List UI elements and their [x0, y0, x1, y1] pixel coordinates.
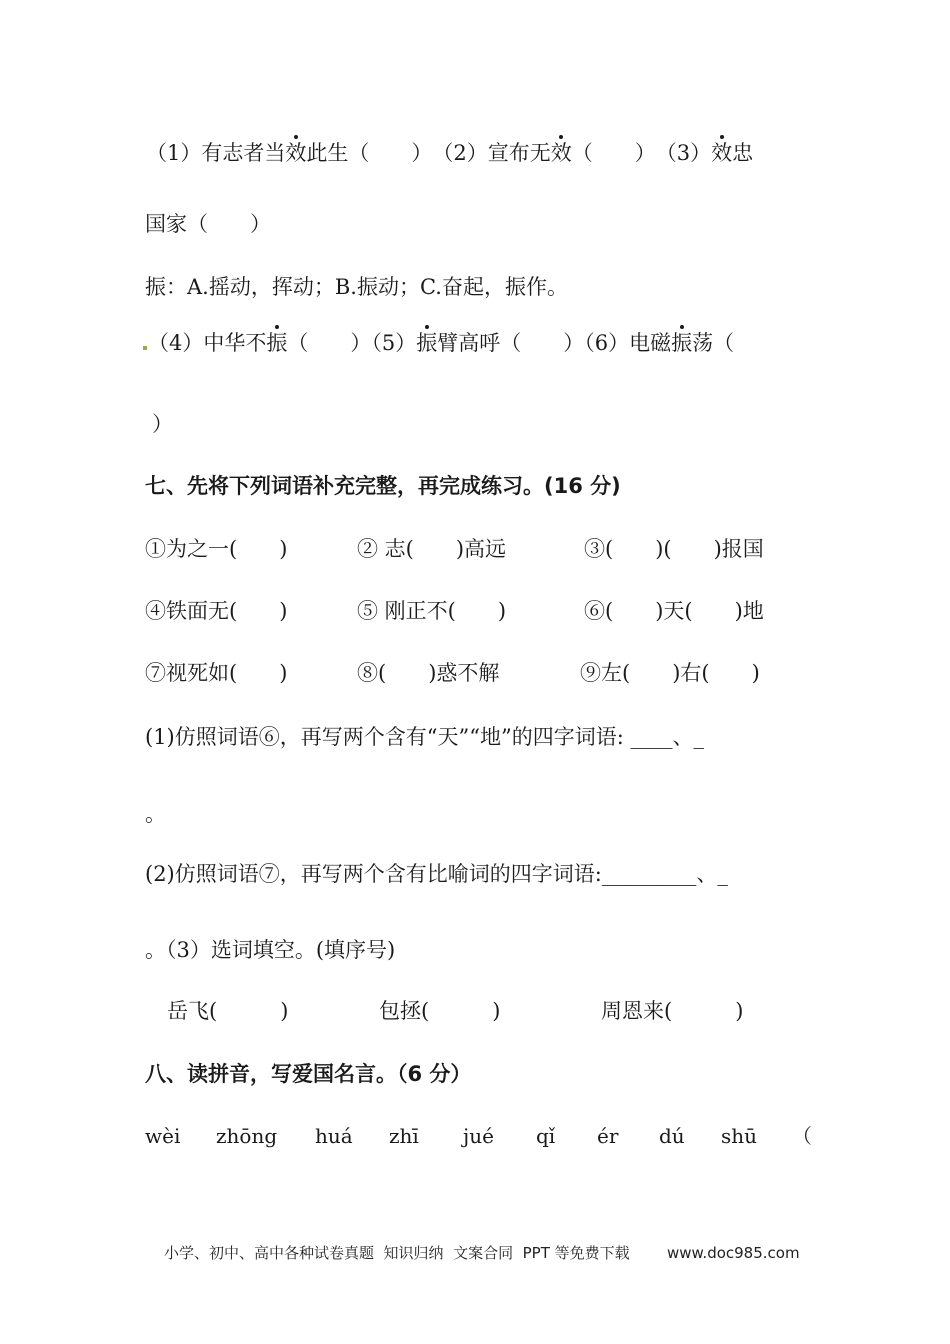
pinyin-10: （	[792, 1124, 812, 1148]
pinyin-7: ér	[597, 1124, 619, 1148]
dotted-char: 效	[711, 141, 733, 165]
question-line-close-paren: ）	[152, 412, 173, 436]
question-2: (2)仿照词语⑦，再写两个含有比喻词的四字词语:_________、_	[145, 862, 728, 886]
question-1-end: 。	[145, 802, 166, 826]
text-segment: （ ）（5）	[287, 331, 417, 355]
dotted-char: 振	[671, 331, 693, 355]
footer-text: 小学、初中、高中各种试卷真题 知识归纳 文案合同 PPT 等免费下载	[164, 1244, 630, 1262]
dotted-char: 效	[285, 141, 307, 165]
dotted-char: 振	[416, 331, 438, 355]
text-segment: （4）中华不	[148, 331, 267, 355]
section7-title: 七、先将下列词语补充完整，再完成练习。(16 分)	[145, 474, 621, 498]
question-3: 。（3）选词填空。(填序号)	[145, 938, 396, 962]
question-1: (1)仿照词语⑥，再写两个含有“天”“地”的四字词语: ____、_	[145, 725, 704, 749]
text-segment: 忠	[732, 141, 754, 165]
question-line-zhen	[148, 329, 734, 357]
word-row-3-col-1: ⑦视死如( )	[145, 661, 288, 685]
pinyin-5: jué	[463, 1124, 494, 1148]
pinyin-2: zhōng	[216, 1124, 278, 1148]
question-line-xiao	[146, 139, 753, 167]
pinyin-8: dú	[659, 1124, 685, 1148]
pinyin-9: shū	[721, 1124, 758, 1148]
pinyin-3: huá	[315, 1124, 353, 1148]
question-line-guojia: 国家（ ）	[145, 212, 271, 236]
fill-baozheng: 包拯( )	[379, 999, 501, 1023]
pinyin-4: zhī	[389, 1124, 419, 1148]
dotted-char: 振	[266, 331, 288, 355]
text-segment: 此生（ ） （2）宣布无	[306, 141, 551, 165]
text-segment: （1）有志者当	[146, 141, 286, 165]
footer-url[interactable]: www.doc985.com	[667, 1244, 800, 1262]
section8-title: 八、读拼音，写爱国名言。（6 分）	[145, 1062, 472, 1086]
word-row-2-col-3: ⑥( )天( )地	[584, 599, 764, 623]
word-row-1-col-1: ①为之一( )	[145, 537, 288, 561]
fill-zhouenlai: 周恩来( )	[601, 999, 744, 1023]
pinyin-6: qǐ	[536, 1124, 556, 1148]
text-segment: 荡（	[692, 331, 735, 355]
zhen-definition: 振：A.摇动，挥动；B.振动；C.奋起，振作。	[145, 275, 568, 299]
word-row-3-col-2: ⑧( )惑不解	[357, 661, 500, 685]
text-segment: （ ） （3）	[571, 141, 712, 165]
dotted-char: 效	[550, 141, 572, 165]
word-row-1-col-3: ③( )( )报国	[584, 537, 764, 561]
word-row-3-col-3: ⑨左( )右( )	[580, 661, 760, 685]
text-segment: 臂高呼（ ）（6）电磁	[437, 331, 672, 355]
pinyin-1: wèi	[145, 1124, 181, 1148]
word-row-1-col-2: ② 志( )高远	[357, 537, 507, 561]
stray-mark	[143, 346, 147, 350]
word-row-2-col-1: ④铁面无( )	[145, 599, 288, 623]
fill-yuefei: 岳飞( )	[167, 999, 289, 1023]
word-row-2-col-2: ⑤ 刚正不( )	[357, 599, 507, 623]
